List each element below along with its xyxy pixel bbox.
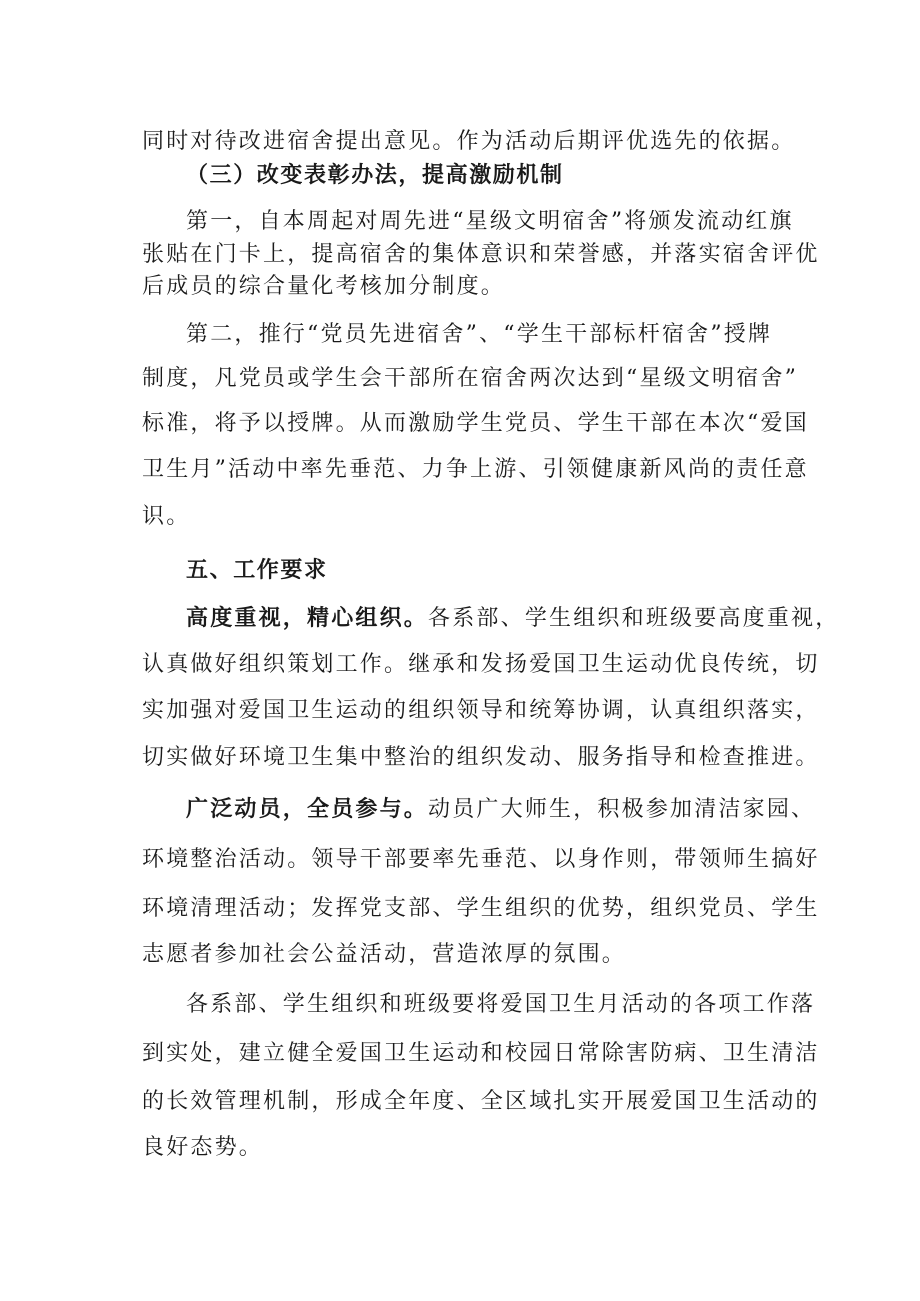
paragraph-line: 实加强对爱国卫生运动的组织领导和统筹协调，认真组织落实， — [142, 698, 820, 723]
paragraph-line: 制度，凡党员或学生会干部所在宿舍两次达到“星级文明宿舍” — [142, 366, 799, 391]
paragraph-line: 标准，将予以授牌。从而激励学生党员、学生干部在本次“爱国 — [142, 411, 809, 436]
paragraph-line: 的长效管理机制，形成全年度、全区域扎实开展爱国卫生活动的 — [142, 1089, 820, 1114]
section-heading-3: （三）改变表彰办法，提高激励机制 — [186, 163, 564, 188]
paragraph-line: 各系部、学生组织和班级要将爱国卫生月活动的各项工作落 — [186, 992, 816, 1017]
section-heading-5: 五、工作要求 — [186, 558, 328, 583]
paragraph-line: 第一，自本周起对周先进“星级文明宿舍”将颁发流动红旗 — [186, 209, 794, 234]
paragraph-line: 卫生月”活动中率先垂范、力争上游、引领健康新风尚的责任意 — [142, 457, 809, 482]
paragraph-line: 良好态势。 — [142, 1135, 264, 1160]
paragraph-line: 识。 — [142, 504, 191, 529]
paragraph-line: 志愿者参加社会公益活动，营造浓厚的氛围。 — [142, 942, 627, 967]
paragraph-line: 后成员的综合量化考核加分制度。 — [142, 274, 506, 299]
paragraph-text: 各系部、学生组织和班级要高度重视， — [428, 606, 840, 631]
paragraph-text: 动员广大师生，积极参加清洁家园、 — [428, 797, 816, 822]
paragraph-line: 环境整治活动。领导干部要率先垂范、以身作则，带领师生搞好 — [142, 847, 820, 872]
paragraph-line: 到实处，建立健全爱国卫生运动和校园日常除害防病、卫生清洁 — [142, 1041, 820, 1066]
paragraph-lead: 高度重视，精心组织。 — [186, 606, 429, 631]
paragraph-line: 第二，推行“党员先进宿舍”、“学生干部标杆宿舍”授牌 — [186, 322, 773, 347]
paragraph-line — [186, 795, 815, 825]
paragraph-line: 环境清理活动；发挥党支部、学生组织的优势，组织党员、学生 — [142, 896, 820, 921]
paragraph-lead: 广泛动员，全员参与。 — [186, 797, 429, 822]
paragraph-line: 张贴在门卡上，提高宿舍的集体意识和荣誉感，并落实宿舍评优 — [142, 242, 820, 267]
paragraph-line: 认真做好组织策划工作。继承和发扬爱国卫生运动优良传统，切 — [142, 652, 820, 677]
paragraph-line — [186, 604, 839, 634]
paragraph-line: 切实做好环境卫生集中整治的组织发动、服务指导和检查推进。 — [142, 745, 820, 770]
paragraph-line: 同时对待改进宿舍提出意见。作为活动后期评优选先的依据。 — [142, 129, 796, 154]
